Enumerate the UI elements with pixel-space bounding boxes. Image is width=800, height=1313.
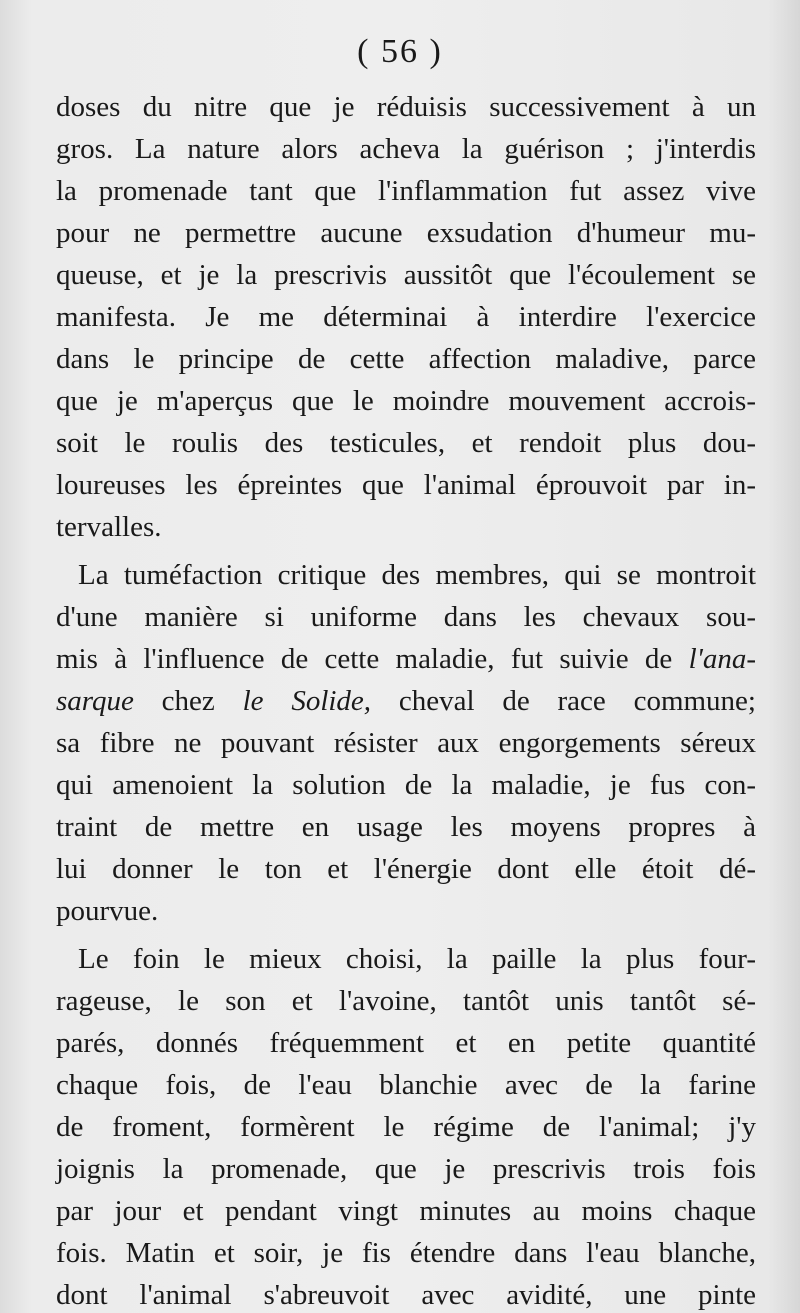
text-run: cheval de race commune;: [371, 685, 756, 717]
text-line: gros. La nature alors acheva la guérison ; j'interdis: [56, 133, 756, 165]
text-line: sa fibre ne pouvant résister aux engorgements séreux: [56, 727, 756, 759]
italic-term: sarque: [56, 685, 134, 717]
text-line: loureuses les épreintes que l'animal éprouvoit par in-: [56, 469, 756, 501]
text-line: d'une manière si uniforme dans les chevaux sou-: [56, 601, 756, 633]
text-line: que je m'aperçus que le moindre mouvement accrois-: [56, 385, 756, 417]
text-line: queuse, et je la prescrivis aussitôt que l'écoulement se: [56, 259, 756, 291]
text-line: de froment, formèrent le régime de l'animal; j'y: [56, 1111, 756, 1143]
text-line: dont l'animal s'abreuvoit avec avidité, une pinte: [56, 1279, 756, 1311]
text-line: la promenade tant que l'inflammation fut assez vive: [56, 175, 756, 207]
text-line: manifesta. Je me déterminai à interdire l'exercice: [56, 301, 756, 333]
text-line: traint de mettre en usage les moyens propres à: [56, 811, 756, 843]
text-line: soit le roulis des testicules, et rendoit plus dou-: [56, 427, 756, 459]
text-line: rageuse, le son et l'avoine, tantôt unis tantôt sé-: [56, 985, 756, 1017]
text-line: tervalles.: [56, 511, 162, 543]
text-run: chez: [133, 685, 243, 717]
italic-term: l'ana-: [688, 643, 756, 675]
text-line: pour ne permettre aucune exsudation d'humeur mu-: [56, 217, 756, 249]
text-line: parés, donnés fréquemment et en petite quantité: [56, 1027, 756, 1059]
text-line: joignis la promenade, que je prescrivis trois fois: [56, 1153, 756, 1185]
text-line: qui amenoient la solution de la maladie, je fus con-: [56, 769, 756, 801]
paragraph: [56, 86, 756, 548]
text-line: lui donner le ton et l'énergie dont elle étoit dé-: [56, 853, 756, 885]
page-number: ( 56 ): [357, 33, 443, 70]
text-line: dans le principe de cette affection maladive, parce: [56, 343, 756, 375]
text-line: fois. Matin et soir, je fis étendre dans l'eau blanche,: [56, 1237, 756, 1269]
body-text: [56, 86, 756, 1313]
text-line: La tuméfaction critique des membres, qui se montroit: [78, 559, 756, 591]
text-line: Le foin le mieux choisi, la paille la plus four-: [78, 943, 756, 975]
text-line: chaque fois, de l'eau blanchie avec de la farine: [56, 1069, 756, 1101]
text-line: doses du nitre que je réduisis successivement à un: [56, 91, 756, 123]
text-line: par jour et pendant vingt minutes au moins chaque: [56, 1195, 756, 1227]
text-line: [56, 638, 756, 680]
text-line: pourvue.: [56, 895, 159, 927]
paragraph: [56, 938, 756, 1313]
paragraph: [56, 554, 756, 932]
italic-horse-name: le Solide,: [242, 685, 372, 717]
text-run: mis à l'influence de cette maladie, fut suivie de: [56, 643, 689, 675]
text-line: [56, 680, 756, 722]
